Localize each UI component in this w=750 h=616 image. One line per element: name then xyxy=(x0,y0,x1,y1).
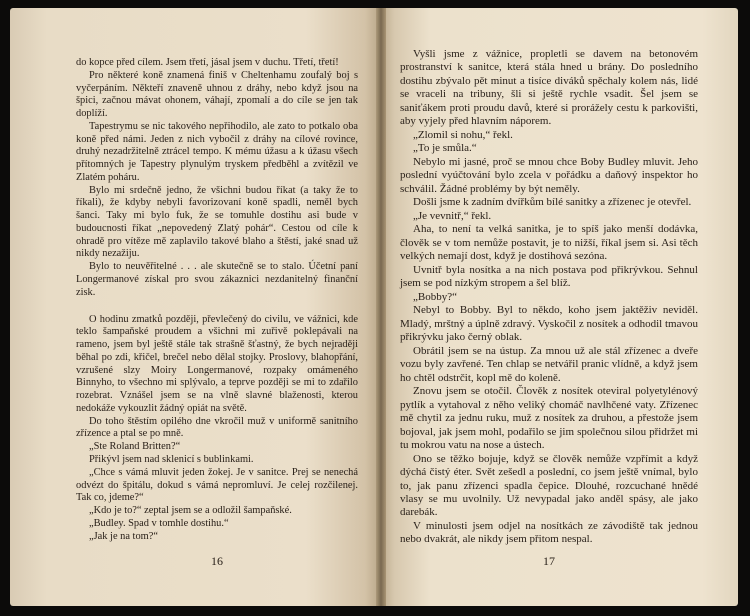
page-number: 17 xyxy=(543,553,555,568)
paragraph: Znovu jsem se otočil. Člověk z nosítek oteviral polyetylénový pytlík a vytahoval z něho veliký chomáč navlhčené vaty. Zřízenec mě chytil za jednu ruku, muž z nosítek za druhou, a přestože jsem bojoval, jak jsem mohl, podařilo se jim společnou silou přidržet mi tu mokrou vatu na nose a ústech. xyxy=(400,385,698,452)
book-spine xyxy=(376,8,386,606)
paragraph: „Chce s vámá mluvit jeden žokej. Je v sanitce. Prej se nenechá odvézt do špitálu, dokud s vámá nepromluví. Je celej rozčilenej. Tak co, jdeme?“ xyxy=(76,466,358,504)
paragraph: Aha, to není ta velká sanitka, je to spíš jako menší dodávka, člověk se v tom nemůže postavit, je to nižší, říkal jsem si. Asi těch velkých nemají dost, když je dostihová sezóna. xyxy=(400,223,698,263)
paragraph: Do toho štěstím opilého dne vkročil muž v uniformě sanitního zřízence a ptal se po mně. xyxy=(76,415,358,440)
paragraph: Uvnitř byla nosítka a na nich postava pod přikrývkou. Sehnul jsem se pod nízkým stropem a šel blíž. xyxy=(400,263,698,290)
right-page xyxy=(380,8,738,606)
paragraph: „Zlomil si nohu,“ řekl. xyxy=(413,128,513,141)
paragraph: do kopce před cílem. Jsem třetí, jásal jsem v duchu. Třetí, třetí! xyxy=(76,57,339,68)
paragraph: Vyšli jsme z vážnice, propletli se davem na betonovém prostranství k sanitce, která stála hned u brány. Do posledního dostihu zbývalo pět minut a tisíce diváků spěchaly kolem nás, lidé se vraceli na tribuny, šli si ještě rychle vsadit. Šel jsem se saniťákem proti proudu davů, které si prorážely cestu k parkovišti, aby vyjely před hlavním náporem. xyxy=(400,48,698,128)
paragraph: Obrátil jsem se na ústup. Za mnou už ale stál zřízenec a dveře vozu byly zavřené. Ten chlap se netvářil pranic vlídně, a když jsem ho chtěl odstrčit, kopl mě do koleně. xyxy=(400,344,698,384)
paragraph: „Kdo je to?“ zeptal jsem se a odložil šampaňské. xyxy=(89,505,292,517)
left-page xyxy=(10,8,380,606)
paragraph: Tapestrymu se nic takového nepřihodilo, ale zato to potkalo oba koně před námi. Jeden z nich vybočil z dráhy na cílové rovince, druhý nezadržitelně ztrácel tempo. K mému úžasu a k úžasu všech přítomných je Tapestry plynulým tryskem předběhl a zvítězil ve Zlatém poháru. xyxy=(76,120,358,183)
paragraph: V minulosti jsem odjel na nosítkách ze závodiště tak jednou nebo dvakrát, ale nikdy jsem přitom nespal. xyxy=(400,519,698,546)
paragraph: „Bobby?“ xyxy=(413,290,457,303)
paragraph: Ono se těžko bojuje, když se člověk nemůže vzpřímit a když dýchá čistý éter. Svět zešedl a poslední, co jsem ještě vnímal, bylo to, jak panu zřízenci spadla čepice. Dlouhé, rozcuchané hnědé vlasy se mu uvolnily. Už nevypadal jako anděl spásy, ale jako darebák. xyxy=(400,452,698,519)
paragraph: Došli jsme k zadním dvířkům bílé sanitky a zřízenec je otevřel. xyxy=(413,196,692,209)
paragraph: „To je smůla.“ xyxy=(413,142,477,155)
paragraph: „Ste Roland Britten?“ xyxy=(89,441,181,453)
paragraph: Bylo mi srdečně jedno, že všichni budou říkat (a taky že to říkali), že kdyby nebyli favorizovaní koně spadli, neměl bych šanci. Taky mi bylo fuk, že se tomuhle dostihu asi bude v budoucnosti říkat „nepovedený Zlatý pohár“. Cestou od cíle k ohradě pro vítěze mě zaplavilo takové blaho a štěstí, jaké snad už nikdy nezažiju. xyxy=(76,184,358,260)
book-spread xyxy=(10,8,738,606)
paragraph: „Je vevnitř,“ řekl. xyxy=(413,209,492,222)
paragraph: Přikývl jsem nad sklenicí s bublinkami. xyxy=(89,453,254,465)
page-number: 16 xyxy=(211,554,223,569)
paragraph: Nebylo mi jasné, proč se mnou chce Boby Budley mluvit. Jeho poslední vyúčtování bylo zcela v pořádku a daňový inspektor ho schválil. Žádné problémy by být neměly. xyxy=(400,155,698,195)
paragraph: „Budley. Spad v tomhle dostihu.“ xyxy=(89,517,229,529)
paragraph: Pro některé koně znamená finiš v Cheltenhamu zoufalý boj s vyčerpáním. Někteří znaveně uhnou z dráhy, nebo když jsou na špici, začnou mávat ohonem, váhají, zpomalí a do cíle se jen tak doplíží. xyxy=(76,69,358,120)
paragraph: Nebyl to Bobby. Byl to někdo, koho jsem jaktěživ neviděl. Mladý, mrštný a úplně zdravý. Vyskočil z nosítek a odhodil tmavou přikrývku jako černý oblak. xyxy=(400,304,698,344)
paragraph: O hodinu zmatků později, převlečený do civilu, ve vážnici, kde teklo šampaňské proudem a všichni mi zuřivě poklepávali na rameno, jsem byl ještě stále tak strašně šťastný, že bych nejraději běhal po zdi, křičel, brečel nebo dělal stojky. Proslovy, blahopřání, vzrušené slzy Moiry Longermanové, rozpaky omámeného Binnyho, to všechno mi splývalo, a teprve později se mi to zdařilo rozebrat. Vznášel jsem se na vlně slavné blaženosti, kterou nedokáže vykouzlit žádný opiát na světě. xyxy=(76,313,358,414)
paragraph: Bylo to neuvěřitelné . . . ale skutečně se to stalo. Účetní paní Longermanové získal pro svou zákaznici nezdanitelný finanční zisk. xyxy=(76,261,358,298)
paragraph: „Jak je na tom?“ xyxy=(89,530,158,542)
